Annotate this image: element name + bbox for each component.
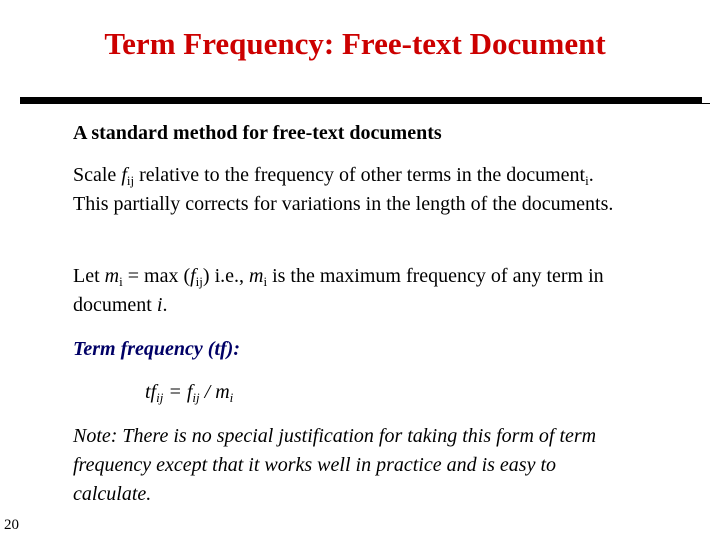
section-heading: A standard method for free-text documents <box>73 122 442 144</box>
f-subscript: ij <box>126 173 135 188</box>
tf-symbol: tf <box>145 381 157 403</box>
f-symbol: f <box>186 381 193 403</box>
p2-text-5: . <box>162 294 168 316</box>
m-subscript: i <box>263 274 268 289</box>
f-symbol: f <box>121 164 127 186</box>
p2-text-4: is the maximum frequency of any term in document <box>73 265 604 316</box>
note-paragraph: Note: There is no special justification for taking this form of term frequency except that it works well in practice and is easy to calculate. <box>73 425 597 505</box>
tf-formula <box>145 378 705 407</box>
f-subscript: ij <box>192 390 200 405</box>
f-subscript: ij <box>195 274 203 289</box>
m-subscript: i <box>229 390 234 405</box>
formula-equals: = <box>163 381 187 403</box>
i-symbol: i <box>156 294 163 316</box>
tf-label: Term frequency (tf): <box>73 338 240 360</box>
p2-text-3: ) i.e., <box>202 265 249 287</box>
m-subscript: i <box>119 274 123 289</box>
slide-title: Term Frequency: Free-text Document <box>104 26 606 61</box>
scale-paragraph <box>73 161 633 219</box>
formula-divide: / <box>199 381 216 403</box>
title-underline-shadow <box>20 103 710 104</box>
f-symbol: f <box>190 265 196 287</box>
tf-subscript: ij <box>156 390 164 405</box>
m-symbol: m <box>104 265 120 287</box>
document-subscript: i <box>585 173 589 188</box>
p1-text-2: relative to the frequency of other terms in the document <box>134 164 586 186</box>
page-number: 20 <box>4 517 19 533</box>
p1-text-1: Scale <box>73 164 122 186</box>
max-paragraph <box>73 262 633 320</box>
m-symbol: m <box>249 265 264 287</box>
p2-text-1: Let <box>73 265 105 287</box>
p2-text-2: = max ( <box>122 265 191 287</box>
m-symbol: m <box>215 381 230 403</box>
p1-text-3: . This partially corrects for variations in the length of the documents. <box>73 164 614 215</box>
